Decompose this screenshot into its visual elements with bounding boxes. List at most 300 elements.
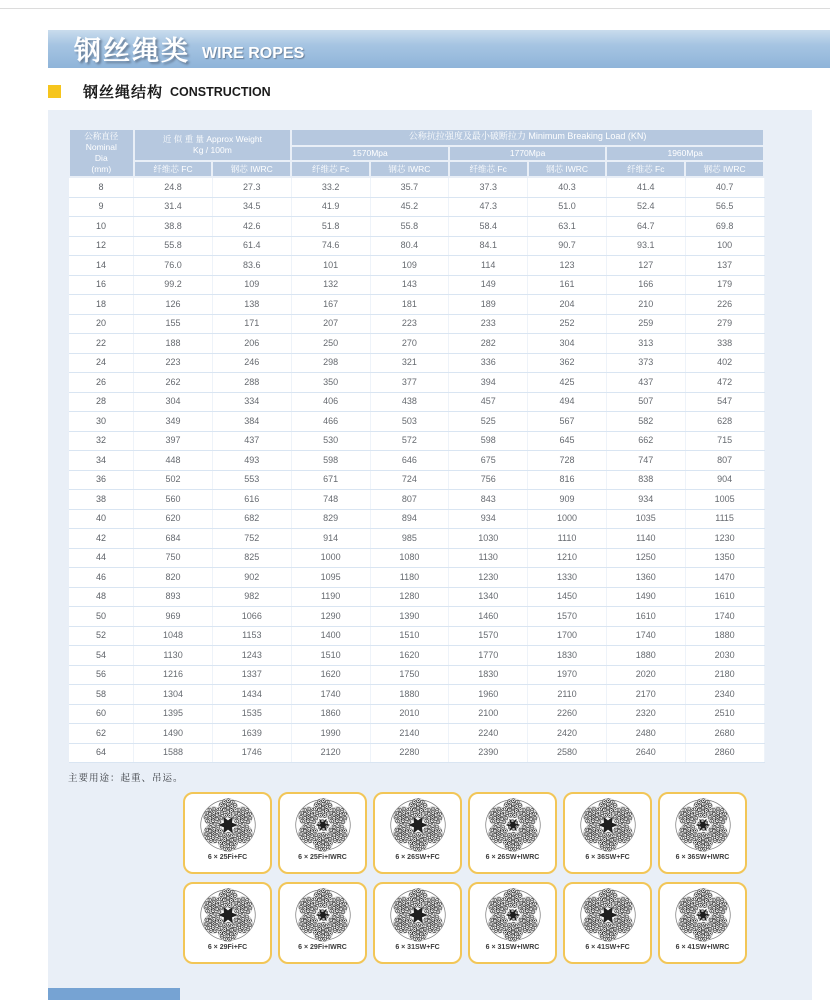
- cell-value: 338: [685, 334, 764, 354]
- cell-value: 662: [606, 431, 685, 451]
- cell-value: 223: [370, 314, 449, 334]
- cell-value: 894: [370, 509, 449, 529]
- table-row: [69, 470, 764, 490]
- cell-value: 63.1: [528, 217, 607, 237]
- cell-value: 90.7: [528, 236, 607, 256]
- cell-diameter: 14: [69, 256, 134, 276]
- cell-value: 223: [134, 353, 213, 373]
- cell-value: 645: [528, 431, 607, 451]
- cell-value: 155: [134, 314, 213, 334]
- cell-value: 304: [528, 334, 607, 354]
- cell-value: 1250: [606, 548, 685, 568]
- cell-value: 101: [291, 256, 370, 276]
- cell-value: 1750: [370, 665, 449, 685]
- cell-value: 1230: [449, 568, 528, 588]
- rope-diagram-box: [468, 792, 557, 874]
- table-row: [69, 743, 764, 763]
- cell-value: 31.4: [134, 197, 213, 217]
- cell-value: 80.4: [370, 236, 449, 256]
- page-banner: [48, 30, 830, 68]
- cell-value: 904: [685, 470, 764, 490]
- cell-value: 1570: [449, 626, 528, 646]
- cell-value: 1620: [291, 665, 370, 685]
- cell-value: 1360: [606, 568, 685, 588]
- table-row: [69, 275, 764, 295]
- spec-table-wrap: [68, 128, 765, 763]
- top-divider: [0, 8, 830, 9]
- cell-diameter: 38: [69, 490, 134, 510]
- cell-value: 1510: [370, 626, 449, 646]
- col-header-breaking-load: 公称抗拉强度及最小破断拉力 Minimum Breaking Load (KN): [291, 129, 764, 146]
- cell-value: 1130: [449, 548, 528, 568]
- cell-value: 553: [212, 470, 291, 490]
- cell-value: 1510: [291, 646, 370, 666]
- cell-value: 1140: [606, 529, 685, 549]
- table-row: [69, 490, 764, 510]
- cell-value: 84.1: [449, 236, 528, 256]
- table-row: [69, 314, 764, 334]
- cell-value: 1970: [528, 665, 607, 685]
- cell-value: 1860: [291, 704, 370, 724]
- cell-value: 262: [134, 373, 213, 393]
- banner-title-en: WIRE ROPES: [202, 45, 305, 63]
- cell-value: 69.8: [685, 217, 764, 237]
- cell-value: 2100: [449, 704, 528, 724]
- cell-value: 1030: [449, 529, 528, 549]
- table-row: [69, 431, 764, 451]
- cell-value: 334: [212, 392, 291, 412]
- cell-value: 1490: [134, 724, 213, 744]
- cell-value: 1470: [685, 568, 764, 588]
- cell-value: 100: [685, 236, 764, 256]
- cell-value: 671: [291, 470, 370, 490]
- table-row: [69, 295, 764, 315]
- cell-value: 1450: [528, 587, 607, 607]
- cell-value: 33.2: [291, 177, 370, 197]
- cell-value: 437: [212, 431, 291, 451]
- cell-value: 204: [528, 295, 607, 315]
- cell-value: 250: [291, 334, 370, 354]
- rope-diagram-box: [278, 792, 367, 874]
- table-body: [69, 177, 764, 763]
- rope-diagram-box: [183, 792, 272, 874]
- cell-value: 1066: [212, 607, 291, 627]
- cell-value: 41.9: [291, 197, 370, 217]
- rope-cross-section: [484, 886, 542, 944]
- wire-rope-spec-table: [68, 128, 765, 763]
- cell-value: 2030: [685, 646, 764, 666]
- cell-value: 24.8: [134, 177, 213, 197]
- cell-diameter: 48: [69, 587, 134, 607]
- rope-diagram-label: 6 × 25Fi+FC: [207, 854, 248, 862]
- col-header-weight-fc: 纤维芯 FC: [134, 161, 213, 177]
- table-row: [69, 236, 764, 256]
- rope-cross-section: [199, 886, 257, 944]
- cell-value: 1490: [606, 587, 685, 607]
- cell-value: 2010: [370, 704, 449, 724]
- cell-value: 684: [134, 529, 213, 549]
- cell-value: 724: [370, 470, 449, 490]
- cell-value: 1740: [685, 607, 764, 627]
- rope-diagram-label: 6 × 41SW+IWRC: [675, 944, 730, 952]
- cell-value: 394: [449, 373, 528, 393]
- cell-value: 807: [685, 451, 764, 471]
- section-title-zh: 钢丝绳结构: [83, 84, 164, 101]
- rope-cross-section: [389, 886, 447, 944]
- rope-cross-section: [579, 796, 637, 854]
- rope-diagram-box: [563, 882, 652, 964]
- cell-value: 1990: [291, 724, 370, 744]
- rope-diagram-box: [563, 792, 652, 874]
- cell-value: 2860: [685, 743, 764, 763]
- rope-diagram-box: [278, 882, 367, 964]
- cell-value: 188: [134, 334, 213, 354]
- cell-value: 448: [134, 451, 213, 471]
- rope-cross-section: [294, 796, 352, 854]
- rope-diagram-label: 6 × 29Fi+FC: [207, 944, 248, 952]
- col-header-grade-1570mpa: 1570Mpa: [291, 146, 449, 162]
- cell-value: 1110: [528, 529, 607, 549]
- cell-value: 74.6: [291, 236, 370, 256]
- table-row: [69, 217, 764, 237]
- cell-value: 457: [449, 392, 528, 412]
- cell-value: 55.8: [134, 236, 213, 256]
- approx-weight-unit: Kg / 100m: [193, 145, 232, 156]
- cell-value: 37.3: [449, 177, 528, 197]
- cell-value: 598: [449, 431, 528, 451]
- cell-value: 1588: [134, 743, 213, 763]
- cell-value: 167: [291, 295, 370, 315]
- cell-value: 336: [449, 353, 528, 373]
- cell-value: 816: [528, 470, 607, 490]
- cell-value: 1216: [134, 665, 213, 685]
- cell-value: 38.8: [134, 217, 213, 237]
- cell-value: 914: [291, 529, 370, 549]
- cell-value: 2510: [685, 704, 764, 724]
- cell-value: 1290: [291, 607, 370, 627]
- cell-value: 2320: [606, 704, 685, 724]
- cell-value: 2580: [528, 743, 607, 763]
- cell-value: 45.2: [370, 197, 449, 217]
- cell-value: 384: [212, 412, 291, 432]
- cell-value: 934: [606, 490, 685, 510]
- cell-value: 748: [291, 490, 370, 510]
- cell-value: 466: [291, 412, 370, 432]
- cell-value: 825: [212, 548, 291, 568]
- cell-diameter: 52: [69, 626, 134, 646]
- cell-value: 34.5: [212, 197, 291, 217]
- cell-value: 1700: [528, 626, 607, 646]
- cell-value: 934: [449, 509, 528, 529]
- cell-diameter: 20: [69, 314, 134, 334]
- cell-value: 210: [606, 295, 685, 315]
- col-header-grade-1770mpa: 1770Mpa: [449, 146, 607, 162]
- cell-value: 161: [528, 275, 607, 295]
- rope-diagram-box: [183, 882, 272, 964]
- col-header-grade-1960mpa: 1960Mpa: [606, 146, 764, 162]
- cell-value: 246: [212, 353, 291, 373]
- cell-diameter: 30: [69, 412, 134, 432]
- section-header: [48, 81, 271, 102]
- cell-value: 2110: [528, 685, 607, 705]
- cell-value: 40.7: [685, 177, 764, 197]
- cell-value: 1280: [370, 587, 449, 607]
- cell-diameter: 12: [69, 236, 134, 256]
- cell-value: 109: [212, 275, 291, 295]
- cell-value: 1830: [528, 646, 607, 666]
- cell-value: 1880: [370, 685, 449, 705]
- cell-value: 42.6: [212, 217, 291, 237]
- cell-value: 206: [212, 334, 291, 354]
- cell-value: 233: [449, 314, 528, 334]
- approx-weight-label: 近 似 重 量 Approx Weight: [162, 134, 262, 145]
- cell-value: 1304: [134, 685, 213, 705]
- cell-value: 1340: [449, 587, 528, 607]
- cell-value: 969: [134, 607, 213, 627]
- cell-value: 58.4: [449, 217, 528, 237]
- cell-value: 114: [449, 256, 528, 276]
- cell-value: 567: [528, 412, 607, 432]
- rope-diagram-label: 6 × 26SW+FC: [395, 854, 440, 862]
- rope-diagram-box: [658, 792, 747, 874]
- cell-diameter: 16: [69, 275, 134, 295]
- cell-value: 437: [606, 373, 685, 393]
- rope-cross-section: [199, 796, 257, 854]
- cell-value: 47.3: [449, 197, 528, 217]
- table-row: [69, 451, 764, 471]
- col-header-approx-weight: [134, 129, 292, 161]
- cell-value: 1115: [685, 509, 764, 529]
- cell-value: 1153: [212, 626, 291, 646]
- cell-diameter: 58: [69, 685, 134, 705]
- cell-value: 1395: [134, 704, 213, 724]
- cell-value: 893: [134, 587, 213, 607]
- cell-value: 2170: [606, 685, 685, 705]
- nominal-dia-zh: 公称直径: [84, 131, 119, 141]
- cell-value: 2260: [528, 704, 607, 724]
- col-header-1770-fc: 纤维芯 Fc: [449, 161, 528, 177]
- col-header-1570-fc: 纤维芯 Fc: [291, 161, 370, 177]
- table-row: [69, 665, 764, 685]
- cell-diameter: 24: [69, 353, 134, 373]
- cell-value: 560: [134, 490, 213, 510]
- cell-value: 304: [134, 392, 213, 412]
- cell-value: 502: [134, 470, 213, 490]
- table-row: [69, 704, 764, 724]
- cell-value: 52.4: [606, 197, 685, 217]
- cell-value: 2020: [606, 665, 685, 685]
- cell-value: 1190: [291, 587, 370, 607]
- cell-value: 507: [606, 392, 685, 412]
- cell-value: 572: [370, 431, 449, 451]
- cell-value: 2280: [370, 743, 449, 763]
- cell-value: 1639: [212, 724, 291, 744]
- cell-value: 750: [134, 548, 213, 568]
- cell-value: 1000: [528, 509, 607, 529]
- cell-value: 1350: [685, 548, 764, 568]
- cell-value: 1880: [685, 626, 764, 646]
- cell-value: 149: [449, 275, 528, 295]
- rope-diagram-label: 6 × 36SW+IWRC: [675, 854, 730, 862]
- cell-value: 1535: [212, 704, 291, 724]
- cell-value: 288: [212, 373, 291, 393]
- cell-diameter: 60: [69, 704, 134, 724]
- rope-cross-section: [674, 886, 732, 944]
- cell-value: 1770: [449, 646, 528, 666]
- cell-value: 494: [528, 392, 607, 412]
- col-header-weight-iwrc: 钢芯 IWRC: [212, 161, 291, 177]
- cell-value: 1570: [528, 607, 607, 627]
- cell-value: 270: [370, 334, 449, 354]
- table-row: [69, 509, 764, 529]
- cell-diameter: 42: [69, 529, 134, 549]
- cell-value: 397: [134, 431, 213, 451]
- cell-diameter: 54: [69, 646, 134, 666]
- content-panel: [48, 110, 812, 1000]
- rope-cross-section: [484, 796, 542, 854]
- cell-value: 756: [449, 470, 528, 490]
- cell-value: 377: [370, 373, 449, 393]
- cell-value: 982: [212, 587, 291, 607]
- cell-value: 838: [606, 470, 685, 490]
- cell-value: 76.0: [134, 256, 213, 276]
- cell-value: 321: [370, 353, 449, 373]
- cell-value: 715: [685, 431, 764, 451]
- table-row: [69, 334, 764, 354]
- cell-value: 1243: [212, 646, 291, 666]
- cell-value: 752: [212, 529, 291, 549]
- cell-value: 616: [212, 490, 291, 510]
- cell-value: 2240: [449, 724, 528, 744]
- cell-value: 402: [685, 353, 764, 373]
- table-row: [69, 412, 764, 432]
- cell-diameter: 56: [69, 665, 134, 685]
- cell-value: 313: [606, 334, 685, 354]
- cell-value: 279: [685, 314, 764, 334]
- cell-diameter: 36: [69, 470, 134, 490]
- cell-value: 2140: [370, 724, 449, 744]
- cell-value: 2480: [606, 724, 685, 744]
- cell-value: 2180: [685, 665, 764, 685]
- cell-value: 138: [212, 295, 291, 315]
- table-row: [69, 724, 764, 744]
- cell-value: 226: [685, 295, 764, 315]
- cell-value: 252: [528, 314, 607, 334]
- cell-value: 1960: [449, 685, 528, 705]
- cell-value: 126: [134, 295, 213, 315]
- cell-value: 123: [528, 256, 607, 276]
- cell-value: 646: [370, 451, 449, 471]
- cell-value: 189: [449, 295, 528, 315]
- rope-cross-section: [389, 796, 447, 854]
- cell-value: 298: [291, 353, 370, 373]
- cell-value: 2640: [606, 743, 685, 763]
- cell-value: 109: [370, 256, 449, 276]
- cell-value: 1230: [685, 529, 764, 549]
- cell-value: 40.3: [528, 177, 607, 197]
- table-row: [69, 529, 764, 549]
- cell-value: 179: [685, 275, 764, 295]
- cell-diameter: 34: [69, 451, 134, 471]
- cell-value: 547: [685, 392, 764, 412]
- cell-value: 1830: [449, 665, 528, 685]
- rope-diagram-label: 6 × 26SW+IWRC: [485, 854, 540, 862]
- cell-value: 132: [291, 275, 370, 295]
- rope-diagram-box: [373, 882, 462, 964]
- cell-value: 137: [685, 256, 764, 276]
- cell-value: 1740: [291, 685, 370, 705]
- cell-diameter: 8: [69, 177, 134, 197]
- cell-diameter: 9: [69, 197, 134, 217]
- cell-value: 582: [606, 412, 685, 432]
- cell-value: 1210: [528, 548, 607, 568]
- cell-diameter: 22: [69, 334, 134, 354]
- section-title-en: CONSTRUCTION: [170, 84, 271, 99]
- cell-diameter: 28: [69, 392, 134, 412]
- rope-diagram-box: [658, 882, 747, 964]
- table-row: [69, 626, 764, 646]
- table-row: [69, 373, 764, 393]
- cell-value: 425: [528, 373, 607, 393]
- table-row: [69, 685, 764, 705]
- cell-value: 1400: [291, 626, 370, 646]
- cell-value: 1330: [528, 568, 607, 588]
- cell-value: 620: [134, 509, 213, 529]
- cell-value: 83.6: [212, 256, 291, 276]
- cell-value: 41.4: [606, 177, 685, 197]
- cell-value: 1000: [291, 548, 370, 568]
- cell-value: 525: [449, 412, 528, 432]
- footer-bar: [48, 988, 180, 1000]
- cell-value: 820: [134, 568, 213, 588]
- cell-diameter: 64: [69, 743, 134, 763]
- cell-value: 51.0: [528, 197, 607, 217]
- rope-cross-section: [294, 886, 352, 944]
- cell-value: 1460: [449, 607, 528, 627]
- rope-diagram-grid: [183, 792, 749, 964]
- cell-value: 728: [528, 451, 607, 471]
- cell-diameter: 50: [69, 607, 134, 627]
- cell-value: 1005: [685, 490, 764, 510]
- cell-value: 143: [370, 275, 449, 295]
- rope-diagram-label: 6 × 25Fi+IWRC: [298, 854, 347, 862]
- table-row: [69, 392, 764, 412]
- cell-value: 493: [212, 451, 291, 471]
- cell-value: 530: [291, 431, 370, 451]
- cell-value: 1095: [291, 568, 370, 588]
- nominal-dia-en1: Nominal: [85, 142, 117, 153]
- rope-cross-section: [674, 796, 732, 854]
- table-row: [69, 587, 764, 607]
- cell-value: 207: [291, 314, 370, 334]
- cell-diameter: 26: [69, 373, 134, 393]
- nominal-dia-unit: (mm): [91, 164, 112, 175]
- cell-value: 64.7: [606, 217, 685, 237]
- cell-value: 985: [370, 529, 449, 549]
- col-header-1570-iwrc: 钢芯 IWRC: [370, 161, 449, 177]
- cell-value: 350: [291, 373, 370, 393]
- cell-value: 2420: [528, 724, 607, 744]
- cell-value: 902: [212, 568, 291, 588]
- col-header-1770-iwrc: 钢芯 IWRC: [528, 161, 607, 177]
- cell-value: 171: [212, 314, 291, 334]
- col-header-1960-iwrc: 钢芯 IWRC: [685, 161, 764, 177]
- cell-diameter: 46: [69, 568, 134, 588]
- cell-value: 1035: [606, 509, 685, 529]
- cell-value: 166: [606, 275, 685, 295]
- col-header-1960-fc: 纤维芯 Fc: [606, 161, 685, 177]
- cell-value: 682: [212, 509, 291, 529]
